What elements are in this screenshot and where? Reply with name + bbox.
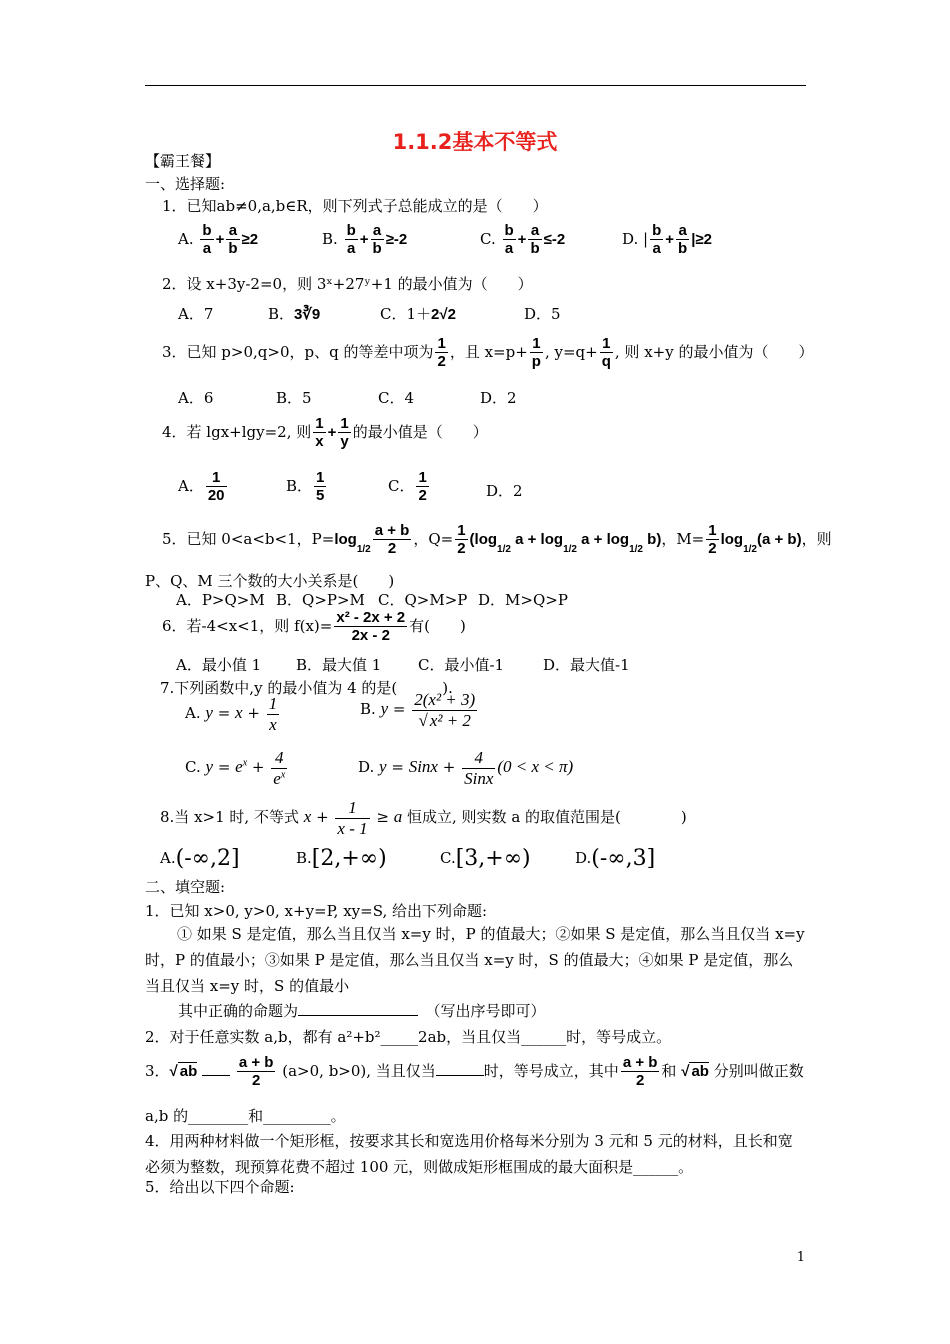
q5-stem-c: ，M= (661, 529, 705, 548)
fraction: $\frac{a}{b}$ (228, 222, 238, 258)
q4-stem-a: 4．若 lgx+lgy=2, 则 (162, 422, 312, 441)
q1-c-tail: ≤-2 (543, 230, 566, 248)
f4: 4．用两种材料做一个矩形框，按要求其长和宽选用价格每米分别为 3 元和 5 元的材料，且长和宽必须为整数，现预算花费不超过 100 元，则做成矩形框围成的最大面积是______。 (145, 1132, 793, 1176)
q1-option-b: B. $\frac{b}{a}$ + $\frac{a}{b}$ ≥-2 (322, 222, 408, 258)
f3: 3．√ ab $\frac{a + b}{2}$ (a>0, b>0), 当且仅当 时，等号成立，其中 $\frac{a + b}{2}$ 和 √ ab 分别叫做正数 (145, 1054, 804, 1090)
q4-stem: 4．若 lgx+lgy=2, 则 $\frac{1}{x}$ + $\frac{1}{y}$ 的最小值是（ ） (162, 415, 488, 451)
q1-a-tail: ≥2 (241, 230, 259, 248)
q8-c-label: C. (440, 849, 456, 867)
q8-a-label: A. (160, 849, 176, 867)
q4-a-label: A． (178, 476, 204, 495)
q2-stem: 2．设 x+3y-2=0，则 3ˣ+27ʸ+1 的最小值为（ ） (162, 275, 533, 293)
fraction: $\frac{b}{a}$ (652, 222, 662, 258)
q3-stem (162, 335, 813, 371)
answer-blank[interactable] (298, 1015, 418, 1016)
q5-stem-b: ，Q= (413, 529, 454, 548)
q2-c-label: C．1＋ (380, 305, 432, 323)
q3-stem-a: 3．已知 p>0,q>0，p、q 的等差中项为 (162, 342, 434, 361)
q1-option-d: D. | $\frac{b}{a}$ + $\frac{a}{b}$ |≥2 (622, 222, 712, 258)
q8-stem-a: 8.当 x>1 时, 不等式 (160, 808, 299, 827)
q5-option-c: C．Q>M>P (378, 591, 468, 609)
q2-c-value: 2√2 (431, 306, 456, 323)
section-choice-heading: 一、选择题: (145, 175, 226, 193)
fraction: $\frac{1}{y}$ (340, 415, 349, 451)
q6-stem (162, 609, 466, 645)
q5-line2: P、Q、M 三个数的大小关系是( ) (145, 572, 395, 590)
fraction: $\frac{a}{b}$ (530, 222, 540, 258)
q4-c-label: C． (388, 476, 415, 495)
f1-stem: 1．已知 x>0, y>0, x+y=P, xy=S, 给出下列命题: (145, 902, 488, 920)
f2: 2．对于任意实数 a,b，都有 a²+b²_____2ab，当且仅当______时，等号成立。 (145, 1028, 672, 1046)
f3-sqrt: ab (179, 1062, 198, 1080)
fraction: $\frac{a}{b}$ (372, 222, 382, 258)
q3-stem-b: ，且 x=p+ (449, 342, 528, 361)
fraction: $\frac{4}{e^x}$ (273, 748, 286, 788)
q3-option-d: D．2 (480, 389, 517, 407)
q1-d-label: D. (622, 229, 639, 248)
q4-stem-b: 的最小值是（ ） (352, 422, 488, 441)
q3-option-c: C．4 (378, 389, 415, 407)
answer-blank[interactable] (436, 1075, 484, 1076)
q1-a-label: A. (178, 229, 194, 248)
f3-a: 3． (145, 1061, 170, 1080)
f3-b: (a>0, b>0), 当且仅当 (282, 1061, 436, 1080)
q3-option-b: B．5 (276, 389, 312, 407)
fraction: $\frac{b}{a}$ (346, 222, 356, 258)
q3-option-a: A．6 (178, 389, 214, 407)
q4-option-c (388, 469, 431, 505)
q4-option-a (178, 469, 229, 505)
q7-c-label: C. (185, 758, 201, 777)
fraction: $\frac{a + b}{2}$ (622, 1054, 658, 1090)
q7-option-c: C. $y = e^x$ + $\frac{4}{e^x}$ (185, 748, 286, 788)
fraction: $\frac{1}{x}$ (315, 415, 324, 451)
q8-option-c (440, 846, 531, 871)
fraction: $\frac{a + b}{2}$ (238, 1054, 274, 1090)
q8-option-b (296, 846, 387, 871)
fraction: $\frac{1}{20}$ (207, 469, 225, 505)
q1-options: A. $\frac{b}{a}$ + $\frac{a}{b}$ ≥2 (178, 222, 259, 258)
q1-stem: 1．已知ab≠0,a,b∈R，则下列式子总能成立的是（ ） (162, 197, 548, 215)
fraction: $\frac{b}{a}$ (202, 222, 212, 258)
fraction: $\frac{1}{2}$ (457, 522, 466, 558)
fraction: $\frac{a}{b}$ (678, 222, 688, 258)
f1-answer-label: 其中正确的命题为 (178, 1002, 299, 1020)
q4-option-d: D．2 (486, 482, 523, 500)
q6-option-a: A．最小值 1 (176, 656, 262, 674)
q7-stem: 7.下列函数中,y 的最小值为 4 的是( ). (160, 679, 453, 697)
q8-d-value: (-∞,3] (591, 846, 656, 871)
fraction: $\frac{1}{2}$ (708, 522, 717, 558)
q5-option-a: A．P>Q>M (176, 591, 265, 609)
q1-d-tail: |≥2 (691, 230, 712, 248)
header-rule (145, 85, 806, 86)
fraction: $\frac{\text{2(x² + 3)}}{\text{√ x² + 2}}$ (414, 690, 476, 730)
f1-hint: （写出序号即可） (433, 1002, 546, 1020)
q3-stem-d: , 则 x+y 的最小值为（ ） (614, 342, 814, 361)
q7-d-label: D. (358, 758, 375, 777)
q1-b-tail: ≥-2 (385, 230, 408, 248)
q8-stem-b: 恒成立, 则实数 a 的取值范围是( ) (407, 808, 687, 827)
fraction: $\frac{\text{x² - 2x + 2}}{2x - 2}$ (336, 609, 406, 645)
answer-blank[interactable] (202, 1075, 230, 1076)
q1-b-label: B. (322, 229, 338, 248)
q5-option-b: B．Q>P>M (276, 591, 365, 609)
q1-c-label: C. (480, 229, 496, 248)
q6-stem-b: 有( ) (409, 616, 466, 635)
fraction: $\frac{4}{\text{Sinx}}$ (464, 748, 494, 788)
fraction: $\frac{b}{a}$ (504, 222, 514, 258)
q2-option-d: D．5 (524, 305, 561, 323)
fraction: $\frac{1}{p}$ (531, 335, 541, 371)
q7-b-label: B. (360, 700, 376, 719)
q8-stem: 8.当 x>1 时, 不等式 x + $\frac{1}{x - 1}$ ≥ a 恒成立, 则实数 a 的取值范围是( ) (160, 798, 687, 838)
fraction: $\frac{1}{2}$ (437, 335, 446, 371)
q4-option-b (286, 469, 328, 505)
fraction: $\frac{1}{q}$ (601, 335, 611, 371)
q5-option-d: D．M>Q>P (478, 591, 568, 609)
f3-e: 分别叫做正数 (713, 1061, 804, 1080)
q8-d-label: D. (575, 849, 592, 867)
q2-b-value: 3∛9 (294, 306, 321, 323)
f3-c: 时，等号成立，其中 (483, 1061, 619, 1080)
section-fill-heading: 二、填空题: (145, 878, 226, 896)
fraction: $\frac{1}{2}$ (418, 469, 427, 505)
q5-stem-a: 5．已知 0<a<b<1，P= (162, 529, 335, 548)
q5-stem-d: ，则 (801, 529, 832, 548)
f1-body: ① 如果 S 是定值，那么当且仅当 x=y 时，P 的值最大；②如果 S 是定值，那么当且仅当 x=y 时，P 的值最小；③如果 P 是定值，那么当且仅当 x=y 时，S 的值最大；④如果 P 是定值，那么当且仅当 x=y 时，S 的值最小 (145, 925, 805, 995)
q2-option-a: A．7 (178, 305, 214, 323)
q3-stem-c: , y=q+ (544, 342, 598, 361)
f1-answer (178, 1000, 546, 1021)
q6-option-b: B．最大值 1 (296, 656, 382, 674)
f5: 5．给出以下四个命题: (145, 1178, 295, 1196)
q1-option-c: C. $\frac{b}{a}$ + $\frac{a}{b}$ ≤-2 (480, 222, 566, 258)
q2-option-c (380, 303, 456, 324)
f3-d: 和 (661, 1061, 677, 1080)
q7-option-b: B. y = $\frac{\text{2(x² + 3)}}{\text{√ x² + 2}}$ (360, 690, 476, 730)
fraction: $\frac{1}{x}$ (268, 694, 278, 734)
q6-stem-a: 6．若-4<x<1，则 f(x)= (162, 616, 333, 635)
q2-b-label: B． (268, 305, 295, 323)
q5-stem: 5．已知 0<a<b<1，$P=\log_{1/2}$ $\frac{a + b}{2}$ ，Q= $\frac{1}{2}$ ($\log_{1/2}$ $a + \log_{1/2} a + \log_{1/2} b$)，M= $\frac{1}{2}$ $\log_{1/2}(a + b)$，则 (162, 522, 832, 558)
q8-option-d (575, 846, 655, 871)
fraction: $\frac{1}{5}$ (316, 469, 325, 505)
section-tag: 【霸王餐】 (145, 152, 221, 170)
q8-b-value: [2,+∞) (311, 846, 387, 871)
q8-c-value: [3,+∞) (455, 846, 531, 871)
q4-b-label: B． (286, 476, 313, 495)
q6-option-c: C．最小值-1 (418, 656, 505, 674)
q8-option-a (160, 846, 240, 871)
fraction: $\frac{1}{x - 1}$ (337, 798, 368, 838)
page-title: 1.1.2基本不等式 (392, 130, 558, 154)
q6-option-d: D．最大值-1 (543, 656, 630, 674)
q7-option-d: D. y = Sinx + $\frac{4}{\text{Sinx}}$ (0 < x < π) (358, 748, 574, 788)
f3-line2: a,b 的________和_________。 (145, 1107, 346, 1125)
page-number: 1 (796, 1250, 805, 1265)
q8-b-label: B. (296, 849, 312, 867)
q7-a-label: A. (185, 704, 201, 723)
fraction: $\frac{a + b}{2}$ (374, 522, 410, 558)
q7-option-a: A. y = x + $\frac{1}{x}$ (185, 694, 278, 734)
q8-a-value: (-∞,2] (175, 846, 240, 871)
q2-option-b (268, 303, 320, 324)
